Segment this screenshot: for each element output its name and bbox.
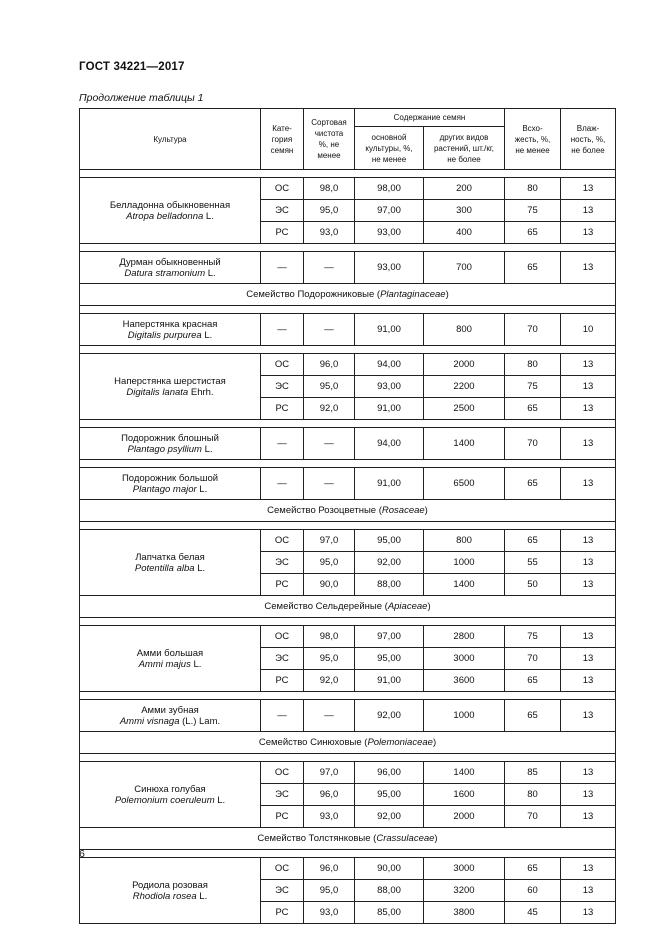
germination-cell: 65 <box>505 222 561 244</box>
crop-name-ru: Синюха голубая <box>134 783 206 795</box>
main-crop-cell: 88,00 <box>355 880 424 902</box>
crop-name-ru: Родиола розовая <box>132 879 208 891</box>
spacer-row <box>80 460 616 468</box>
seed-quality-table <box>79 108 616 924</box>
crop-name-ru: Амми большая <box>136 647 204 659</box>
germination-cell: 70 <box>505 314 561 346</box>
header-varietal-purity: Сортовая чистота %, не менее <box>304 109 355 170</box>
family-name: Семейство Толстянковые ( <box>257 833 377 844</box>
other-species-cell: 3800 <box>424 902 505 924</box>
crop-name-latin: Plantago major <box>132 483 197 495</box>
spacer-cell <box>80 692 616 700</box>
germination-cell: 85 <box>505 762 561 784</box>
crop-name-ru: Лапчатка белая <box>135 551 205 563</box>
crop-name-cell <box>80 252 261 284</box>
spacer-row <box>80 346 616 354</box>
varietal-purity-cell: 98,0 <box>304 626 355 648</box>
family-row <box>80 828 616 850</box>
crop-name-latin: Atropa belladonna <box>126 210 204 222</box>
other-species-cell: 300 <box>424 200 505 222</box>
table-row <box>80 858 616 880</box>
crop-name-latin-line <box>83 716 257 727</box>
varietal-purity-cell: 93,0 <box>304 902 355 924</box>
category-cell: — <box>261 468 304 500</box>
header-moisture: Влаж- ность, %, не более <box>561 109 616 170</box>
crop-name-cell <box>80 700 261 732</box>
spacer-cell <box>80 460 616 468</box>
varietal-purity-cell: 92,0 <box>304 398 355 420</box>
varietal-purity-cell: 96,0 <box>304 858 355 880</box>
family-suffix: ) <box>424 505 428 516</box>
moisture-cell: 13 <box>561 806 616 828</box>
varietal-purity-cell: 92,0 <box>304 670 355 692</box>
category-cell: РС <box>261 222 304 244</box>
crop-name-cell <box>80 858 261 924</box>
main-crop-cell: 94,00 <box>355 354 424 376</box>
other-species-cell: 1600 <box>424 784 505 806</box>
header-main-crop: основной культуры, %, не менее <box>355 127 424 170</box>
family-latin-name: Rosaceae <box>381 505 425 516</box>
table-row <box>80 468 616 500</box>
moisture-cell: 13 <box>561 354 616 376</box>
varietal-purity-cell: — <box>304 314 355 346</box>
moisture-cell: 13 <box>561 468 616 500</box>
header-other-species: других видов растений, шт./кг, не более <box>424 127 505 170</box>
crop-name-latin-line <box>83 659 257 670</box>
family-name: Семейство Розоцветные ( <box>267 505 382 516</box>
main-crop-cell: 97,00 <box>355 626 424 648</box>
germination-cell: 80 <box>505 354 561 376</box>
spacer-cell <box>80 618 616 626</box>
germination-cell: 70 <box>505 806 561 828</box>
germination-cell: 75 <box>505 626 561 648</box>
crop-name-latin-line <box>83 444 257 455</box>
family-name: Семейство Сельдерейные ( <box>264 601 388 612</box>
spacer-row <box>80 306 616 314</box>
table-row <box>80 314 616 346</box>
spacer-row <box>80 170 616 178</box>
crop-name-latin: Potentilla alba <box>134 562 195 574</box>
main-crop-cell: 97,00 <box>355 200 424 222</box>
main-crop-cell: 91,00 <box>355 314 424 346</box>
crop-name-cell <box>80 468 261 500</box>
other-species-cell: 3600 <box>424 670 505 692</box>
category-cell: — <box>261 252 304 284</box>
crop-name-cell <box>80 354 261 420</box>
family-name: Семейство Подорожниковые ( <box>246 289 381 300</box>
varietal-purity-cell: 93,0 <box>304 222 355 244</box>
crop-author: L. <box>201 329 213 341</box>
germination-cell: 65 <box>505 530 561 552</box>
crop-name-ru: Амми зубная <box>141 704 199 716</box>
table-body <box>80 170 616 924</box>
crop-name-latin-line <box>83 387 257 398</box>
germination-cell: 70 <box>505 428 561 460</box>
family-latin-name: Crassulaceae <box>376 833 435 844</box>
varietal-purity-cell: 95,0 <box>304 552 355 574</box>
varietal-purity-cell: — <box>304 252 355 284</box>
other-species-cell: 2000 <box>424 354 505 376</box>
main-crop-cell: 94,00 <box>355 428 424 460</box>
moisture-cell: 13 <box>561 700 616 732</box>
category-cell: — <box>261 700 304 732</box>
crop-name-latin-line <box>83 795 257 806</box>
main-crop-cell: 95,00 <box>355 648 424 670</box>
family-suffix: ) <box>445 289 449 300</box>
moisture-cell: 13 <box>561 574 616 596</box>
moisture-cell: 13 <box>561 648 616 670</box>
varietal-purity-cell: 95,0 <box>304 880 355 902</box>
category-cell: ЭС <box>261 880 304 902</box>
varietal-purity-cell: — <box>304 700 355 732</box>
spacer-cell <box>80 420 616 428</box>
moisture-cell: 13 <box>561 398 616 420</box>
family-heading <box>80 596 616 618</box>
family-name: Семейство Синюховые ( <box>258 737 368 748</box>
family-suffix: ) <box>427 601 431 612</box>
category-cell: ЭС <box>261 552 304 574</box>
spacer-cell <box>80 850 616 858</box>
header-crop: Культура <box>80 109 261 170</box>
category-cell: РС <box>261 398 304 420</box>
germination-cell: 45 <box>505 902 561 924</box>
varietal-purity-cell: 93,0 <box>304 806 355 828</box>
crop-name-cell <box>80 178 261 244</box>
category-cell: РС <box>261 902 304 924</box>
crop-name-cell <box>80 762 261 828</box>
varietal-purity-cell: 95,0 <box>304 376 355 398</box>
family-row <box>80 732 616 754</box>
germination-cell: 75 <box>505 376 561 398</box>
crop-author: L. <box>194 562 206 574</box>
other-species-cell: 700 <box>424 252 505 284</box>
germination-cell: 65 <box>505 700 561 732</box>
page-number: 6 <box>79 848 85 860</box>
table-row <box>80 530 616 552</box>
spacer-cell <box>80 754 616 762</box>
other-species-cell: 800 <box>424 314 505 346</box>
germination-cell: 65 <box>505 858 561 880</box>
crop-name-ru: Подорожник блошный <box>121 432 219 444</box>
moisture-cell: 13 <box>561 428 616 460</box>
family-latin-name: Polemoniaceae <box>367 737 433 748</box>
moisture-cell: 13 <box>561 784 616 806</box>
header-germination: Всхо- жесть, %, не менее <box>505 109 561 170</box>
table-row <box>80 700 616 732</box>
category-cell: ОС <box>261 178 304 200</box>
moisture-cell: 13 <box>561 880 616 902</box>
crop-name-latin-line <box>83 268 257 279</box>
main-crop-cell: 91,00 <box>355 468 424 500</box>
spacer-row <box>80 244 616 252</box>
moisture-cell: 13 <box>561 670 616 692</box>
moisture-cell: 13 <box>561 530 616 552</box>
category-cell: — <box>261 428 304 460</box>
other-species-cell: 6500 <box>424 468 505 500</box>
germination-cell: 50 <box>505 574 561 596</box>
crop-name-ru: Наперстянка шерстистая <box>114 375 226 387</box>
varietal-purity-cell: 97,0 <box>304 762 355 784</box>
family-heading <box>80 828 616 850</box>
germination-cell: 60 <box>505 880 561 902</box>
other-species-cell: 1000 <box>424 552 505 574</box>
moisture-cell: 13 <box>561 552 616 574</box>
moisture-cell: 13 <box>561 376 616 398</box>
main-crop-cell: 85,00 <box>355 902 424 924</box>
crop-name-ru: Подорожник большой <box>121 472 219 484</box>
germination-cell: 65 <box>505 398 561 420</box>
varietal-purity-cell: — <box>304 468 355 500</box>
crop-name-latin: Plantago psyllium <box>127 443 202 455</box>
crop-author: L. <box>214 794 226 806</box>
moisture-cell: 13 <box>561 626 616 648</box>
category-cell: ОС <box>261 626 304 648</box>
table-row <box>80 178 616 200</box>
crop-name-latin-line <box>83 330 257 341</box>
moisture-cell: 13 <box>561 222 616 244</box>
main-crop-cell: 91,00 <box>355 670 424 692</box>
family-row <box>80 284 616 306</box>
crop-author: Ehrh. <box>188 386 214 398</box>
category-cell: ЭС <box>261 784 304 806</box>
crop-name-cell <box>80 314 261 346</box>
crop-name-latin: Digitalis lanata <box>126 386 189 398</box>
moisture-cell: 10 <box>561 314 616 346</box>
crop-name-ru: Белладонна обыкновенная <box>109 199 231 211</box>
family-row <box>80 596 616 618</box>
main-crop-cell: 93,00 <box>355 222 424 244</box>
varietal-purity-cell: — <box>304 428 355 460</box>
moisture-cell: 13 <box>561 858 616 880</box>
family-heading <box>80 732 616 754</box>
moisture-cell: 13 <box>561 902 616 924</box>
other-species-cell: 800 <box>424 530 505 552</box>
germination-cell: 65 <box>505 670 561 692</box>
table-row <box>80 428 616 460</box>
main-crop-cell: 93,00 <box>355 376 424 398</box>
varietal-purity-cell: 96,0 <box>304 784 355 806</box>
other-species-cell: 2800 <box>424 626 505 648</box>
category-cell: ЭС <box>261 648 304 670</box>
header-category: Кате- гория семян <box>261 109 304 170</box>
other-species-cell: 1400 <box>424 762 505 784</box>
varietal-purity-cell: 95,0 <box>304 200 355 222</box>
crop-name-latin: Polemonium coeruleum <box>114 794 215 806</box>
crop-name-latin: Ammi visnaga <box>119 715 180 727</box>
category-cell: РС <box>261 670 304 692</box>
germination-cell: 70 <box>505 648 561 670</box>
crop-author: L. <box>201 443 213 455</box>
germination-cell: 80 <box>505 784 561 806</box>
other-species-cell: 2500 <box>424 398 505 420</box>
main-crop-cell: 91,00 <box>355 398 424 420</box>
spacer-row <box>80 522 616 530</box>
family-latin-name: Plantaginaceae <box>380 289 446 300</box>
spacer-row <box>80 420 616 428</box>
header-seed-content: Содержание семян <box>355 109 505 127</box>
germination-cell: 65 <box>505 252 561 284</box>
family-heading <box>80 500 616 522</box>
main-crop-cell: 90,00 <box>355 858 424 880</box>
crop-name-ru: Наперстянка красная <box>122 318 218 330</box>
table-row <box>80 354 616 376</box>
category-cell: РС <box>261 574 304 596</box>
other-species-cell: 1000 <box>424 700 505 732</box>
document-title: ГОСТ 34221—2017 <box>79 61 185 73</box>
spacer-row <box>80 692 616 700</box>
crop-author: L. <box>205 267 216 279</box>
main-crop-cell: 93,00 <box>355 252 424 284</box>
other-species-cell: 3000 <box>424 858 505 880</box>
spacer-cell <box>80 522 616 530</box>
main-crop-cell: 95,00 <box>355 784 424 806</box>
crop-name-cell <box>80 428 261 460</box>
other-species-cell: 1400 <box>424 574 505 596</box>
crop-name-cell <box>80 530 261 596</box>
crop-name-latin: Rhodiola rosea <box>132 890 197 902</box>
category-cell: ОС <box>261 858 304 880</box>
other-species-cell: 2200 <box>424 376 505 398</box>
germination-cell: 75 <box>505 200 561 222</box>
moisture-cell: 13 <box>561 762 616 784</box>
crop-author: (L.) Lam. <box>179 715 221 727</box>
germination-cell: 65 <box>505 468 561 500</box>
main-crop-cell: 92,00 <box>355 806 424 828</box>
moisture-cell: 13 <box>561 200 616 222</box>
main-crop-cell: 92,00 <box>355 552 424 574</box>
germination-cell: 80 <box>505 178 561 200</box>
spacer-row <box>80 850 616 858</box>
other-species-cell: 2000 <box>424 806 505 828</box>
family-suffix: ) <box>432 737 437 748</box>
crop-author: L. <box>190 658 202 670</box>
crop-name-latin-line <box>83 211 257 222</box>
category-cell: ОС <box>261 354 304 376</box>
crop-author: L. <box>203 210 214 222</box>
varietal-purity-cell: 90,0 <box>304 574 355 596</box>
main-crop-cell: 98,00 <box>355 178 424 200</box>
category-cell: ОС <box>261 530 304 552</box>
crop-name-latin-line <box>83 484 257 495</box>
main-crop-cell: 92,00 <box>355 700 424 732</box>
family-row <box>80 500 616 522</box>
main-crop-cell: 95,00 <box>355 530 424 552</box>
main-crop-cell: 88,00 <box>355 574 424 596</box>
table-row <box>80 626 616 648</box>
spacer-row <box>80 754 616 762</box>
crop-name-latin: Digitalis purpurea <box>127 329 202 341</box>
other-species-cell: 1400 <box>424 428 505 460</box>
category-cell: ЭС <box>261 376 304 398</box>
varietal-purity-cell: 96,0 <box>304 354 355 376</box>
other-species-cell: 3000 <box>424 648 505 670</box>
table-header <box>80 109 616 170</box>
varietal-purity-cell: 95,0 <box>304 648 355 670</box>
crop-name-latin: Ammi majus <box>138 658 191 670</box>
other-species-cell: 400 <box>424 222 505 244</box>
crop-name-ru: Дурман обыкновенный <box>119 256 221 268</box>
category-cell: — <box>261 314 304 346</box>
other-species-cell: 200 <box>424 178 505 200</box>
family-heading <box>80 284 616 306</box>
moisture-cell: 13 <box>561 252 616 284</box>
other-species-cell: 3200 <box>424 880 505 902</box>
crop-author: L. <box>196 483 208 495</box>
category-cell: РС <box>261 806 304 828</box>
table-row <box>80 762 616 784</box>
crop-name-latin-line <box>83 563 257 574</box>
varietal-purity-cell: 98,0 <box>304 178 355 200</box>
spacer-cell <box>80 306 616 314</box>
family-latin-name: Apiaceae <box>387 601 428 612</box>
crop-author: L. <box>196 890 208 902</box>
spacer-cell <box>80 244 616 252</box>
main-crop-cell: 96,00 <box>355 762 424 784</box>
category-cell: ЭС <box>261 200 304 222</box>
crop-name-latin-line <box>83 891 257 902</box>
table-continuation-label: Продолжение таблицы 1 <box>79 92 204 104</box>
moisture-cell: 13 <box>561 178 616 200</box>
spacer-cell <box>80 170 616 178</box>
category-cell: ОС <box>261 762 304 784</box>
crop-name-cell <box>80 626 261 692</box>
family-suffix: ) <box>434 833 438 844</box>
varietal-purity-cell: 97,0 <box>304 530 355 552</box>
table-row <box>80 252 616 284</box>
spacer-cell <box>80 346 616 354</box>
crop-name-latin: Datura stramonium <box>124 267 206 279</box>
germination-cell: 55 <box>505 552 561 574</box>
spacer-row <box>80 618 616 626</box>
